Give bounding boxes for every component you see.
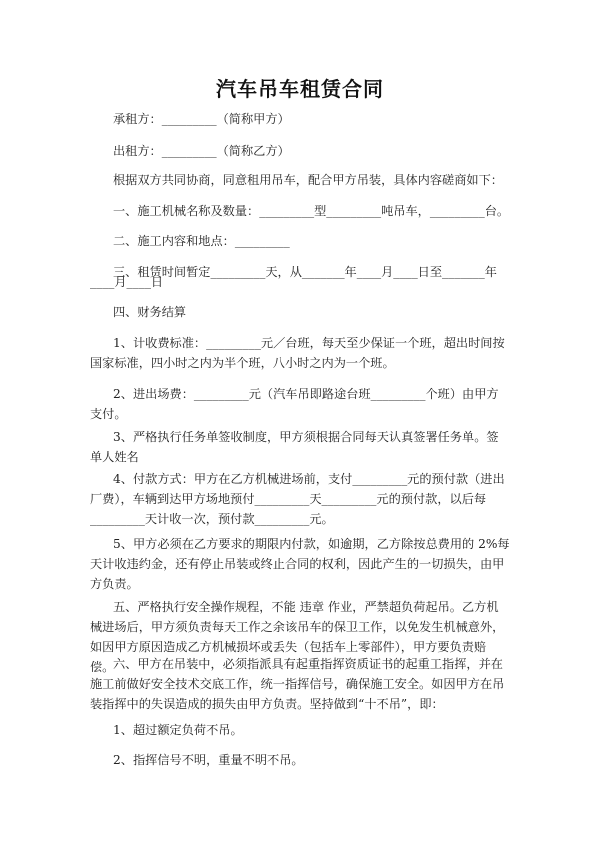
section-3-rental-period-cont: ____月____日 [90, 275, 164, 289]
section-4-heading: 四、财务结算 [113, 305, 187, 319]
section-2-location: 二、施工内容和地点：_________ [113, 234, 290, 248]
document-title: 汽车吊车租赁合同 [216, 77, 384, 101]
item-1-fee-standard: 1、计收费标准：_________元／台班，每天至少保证一个班，超出时间按国家标准，四小时之内为半个班，八小时之内为一个班。 [90, 336, 505, 370]
lessor-line: 出租方：_________（简称乙方） [113, 144, 290, 158]
section-1-equipment: 一、施工机械名称及数量：_________型_________吨吊车，_________台。 [113, 204, 510, 218]
intro-paragraph: 根据双方共同协商，同意租用吊车，配合甲方吊装，具体内容磋商如下： [113, 173, 503, 187]
item-4-payment-method: 4、付款方式：甲方在乙方机械进场前，支付_________元的预付款（进出厂费），车辆到达甲方场地预付_________天_________元的预付款，以后每_________天计收一次，预付款_________元。 [90, 472, 505, 526]
section-3-rental-period: 三、租赁时间暂定_________天，从_______年____月____日至_______年 [113, 265, 497, 279]
rule-2: 2、指挥信号不明，重量不明不吊。 [113, 753, 304, 767]
item-5-late-payment: 5、甲方必须在乙方要求的期限内付款，如逾期，乙方除按总费用的 2%每天计收违约金，还有停止吊装或终止合同的权利，因此产生的一切损失，由甲方负责。 [90, 537, 510, 591]
rule-1: 1、超过额定负荷不吊。 [113, 723, 243, 737]
item-3-task-sheet: 3、严格执行任务单签收制度，甲方须根据合同每天认真签署任务单。签单人姓名 [90, 430, 499, 464]
section-5-safety: 五、严格执行安全操作规程，不能 违章 作业，严禁超负荷起吊。乙方机械进场后，甲方须负责每天工作之余该吊车的保卫工作，以免发生机械意外，如因甲方原因造成乙方机械损坏或丢失（包括车上零部件），甲方要负责赔偿。 [90, 600, 505, 674]
section-6-lifting-command: 六、甲方在吊装中，必须指派具有起重指挥资质证书的起重工指挥，并在施工前做好安全技术交底工作，统一指挥信号，确保施工安全。如因甲方在吊装指挥中的失误造成的损失由甲方负责。坚持做到“十不吊”，即： [90, 657, 505, 711]
item-2-entry-fee: 2、进出场费：_________元（汽车吊即路途台班_________个班）由甲方支付。 [90, 387, 499, 421]
lessee-line: 承租方：_________（简称甲方） [113, 112, 290, 126]
